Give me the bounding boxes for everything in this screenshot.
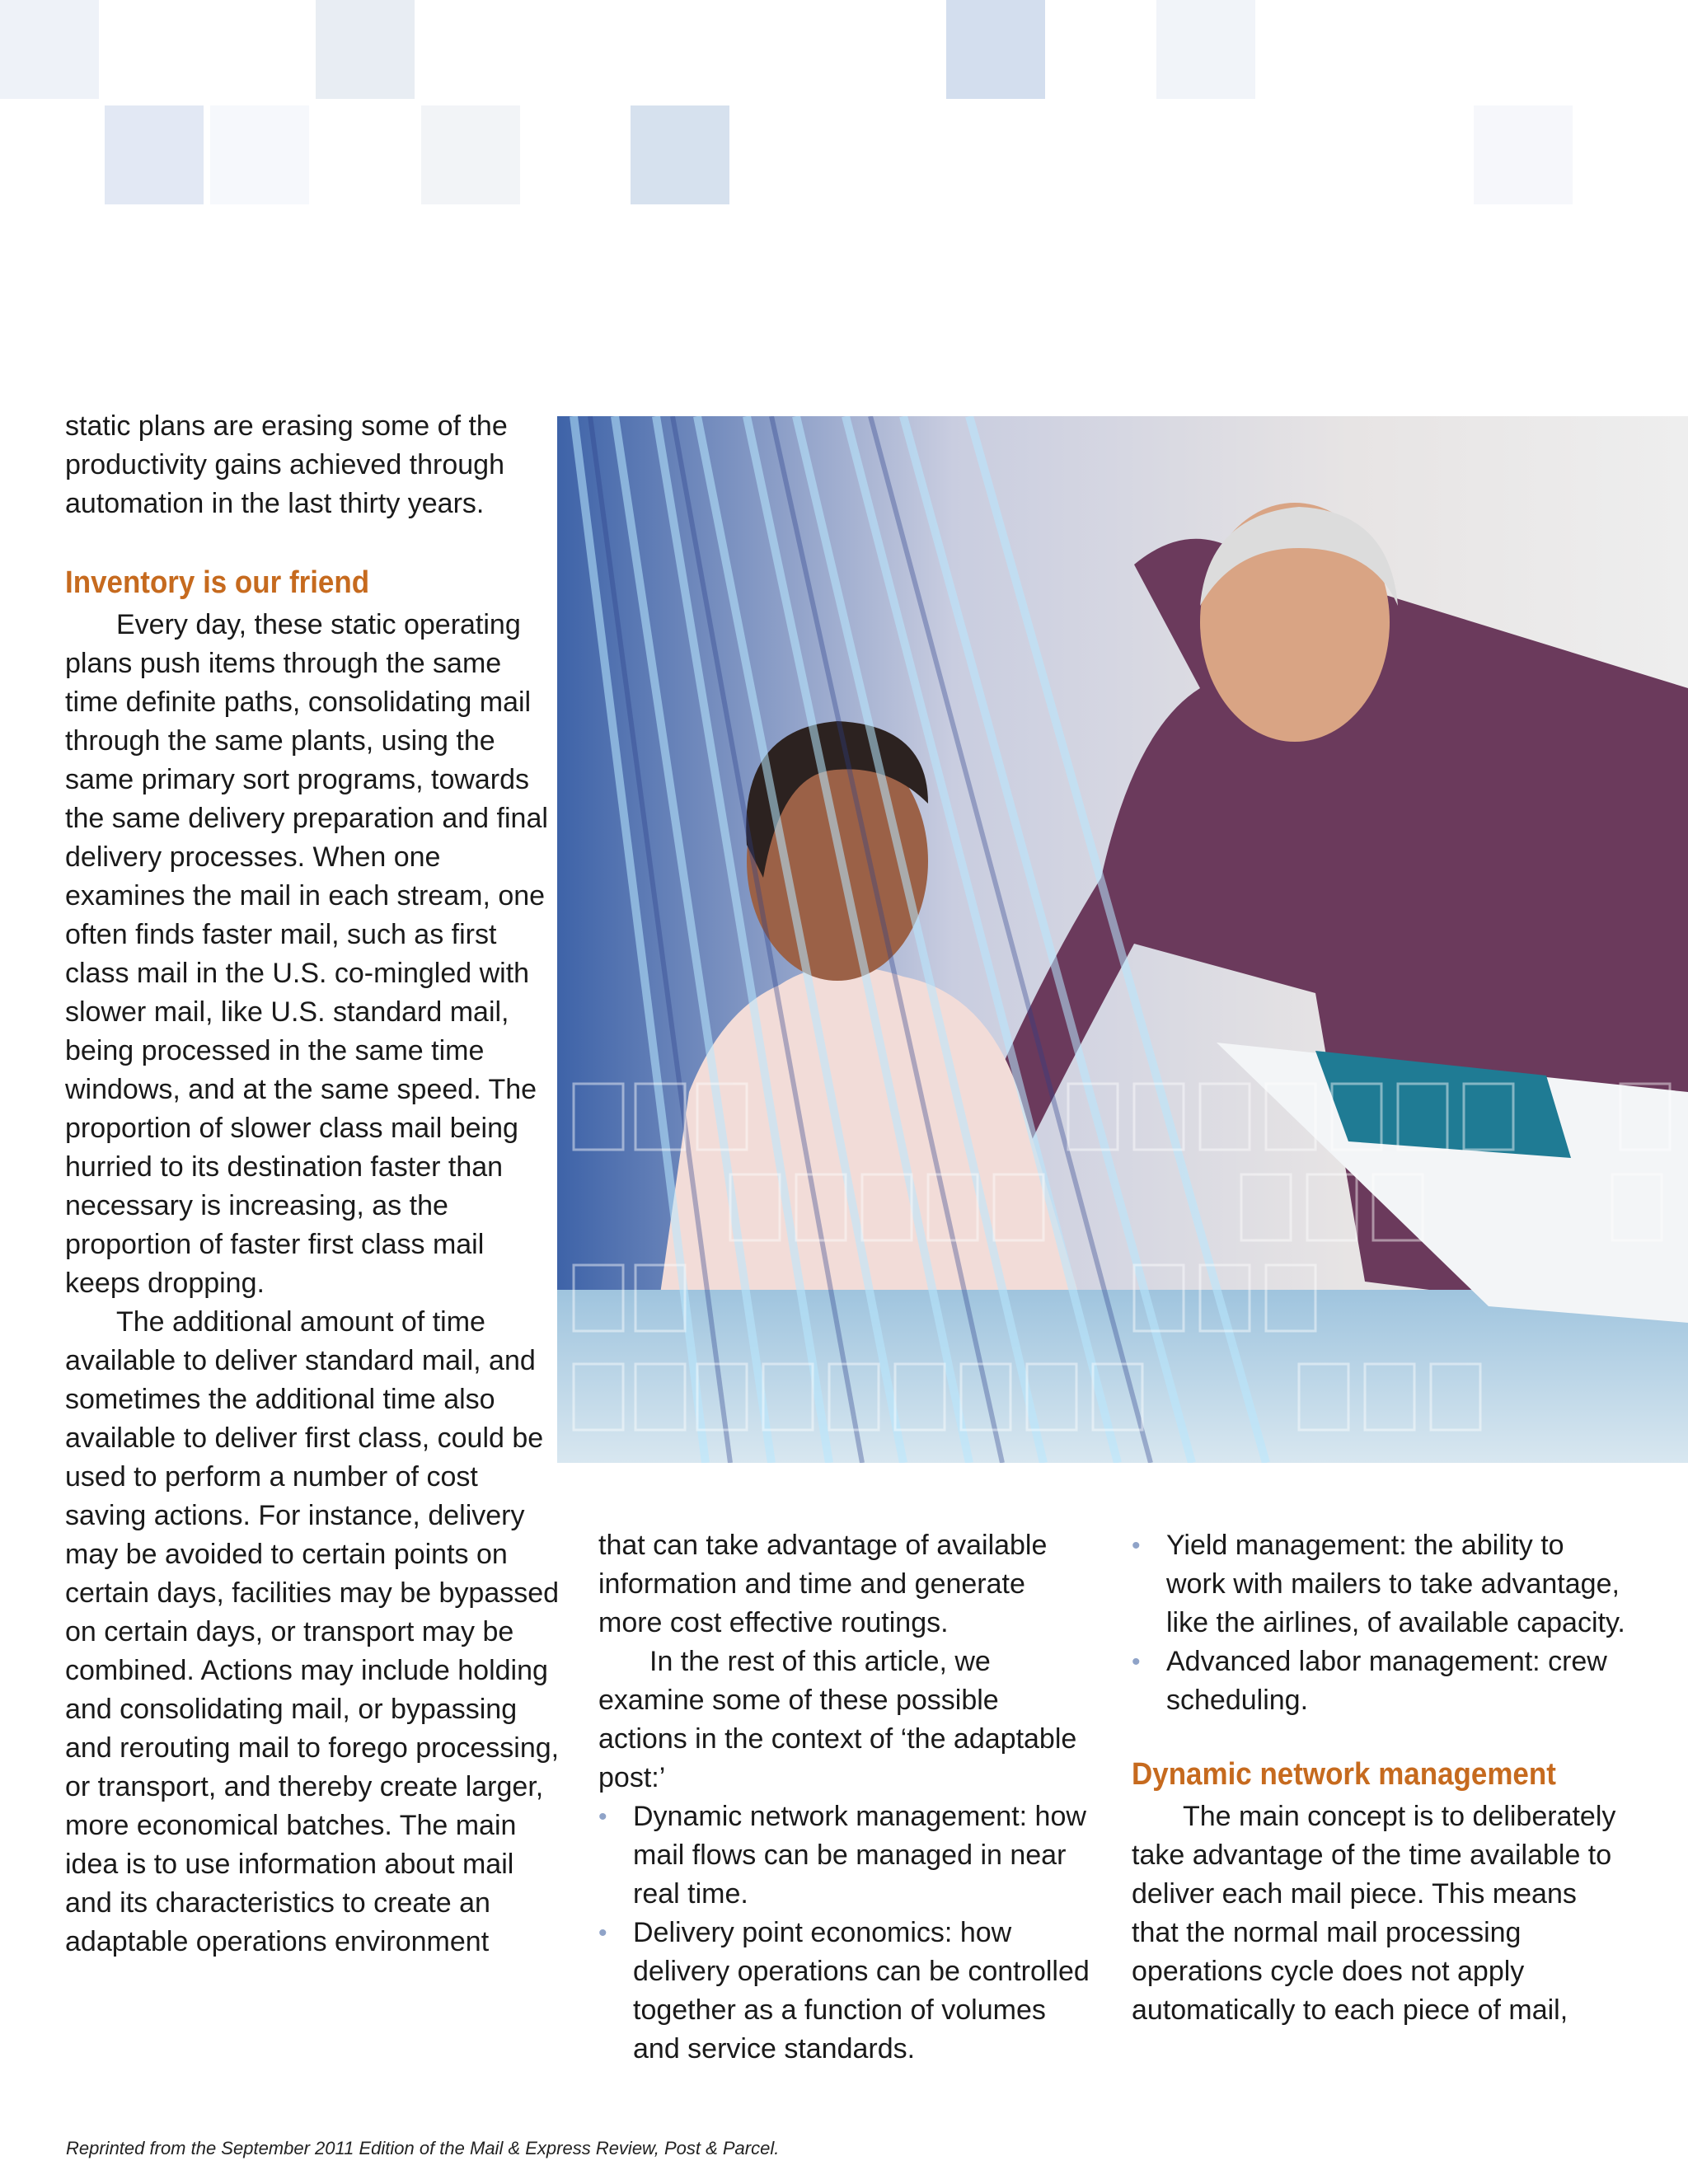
header-tile [210,105,309,204]
column-2 [598,1526,1093,2069]
list-item: • Dynamic network management: how mail flows can be managed in near real time. [598,1797,1093,1914]
list-item: • Yield management: the ability to work with mailers to take advantage, like the airlines, of available capacity. [1132,1526,1626,1643]
column3-paragraph-1: The main concept is to deliberately take advantage of the time available to deliver each mail piece. This means that the normal mail processing operations cycle does not apply automatically to each piece of mail, [1132,1801,1616,2026]
column2-bullet-list [598,1797,1093,2069]
column2-paragraph-2: In the rest of this article, we examine some of these possible actions in the context of ‘the adaptable post:’ [598,1646,1077,1793]
column1-intro: static plans are erasing some of the productivity gains achieved through automation in the last thirty years. [65,410,508,519]
heading-dynamic-network: Dynamic network management [1132,1757,1556,1792]
column-3 [1132,1526,1626,2030]
article-photo [557,416,1688,1463]
heading-inventory: Inventory is our friend [65,565,370,600]
header-tile [631,105,729,204]
header-tile [1474,105,1573,204]
header-tile [0,0,99,99]
column3-bullet-list [1132,1526,1626,1720]
header-tile [1156,0,1255,99]
header-tile [105,105,204,204]
header-tile [316,0,415,99]
list-item: • Delivery point economics: how delivery operations can be controlled together as a function of volumes and service standards. [598,1914,1093,2069]
list-item: • Advanced labor management: crew scheduling. [1132,1643,1626,1720]
photo-illustration [557,416,1688,1463]
header-tile [421,105,520,204]
column1-paragraph-2: The additional amount of time available to deliver standard mail, and sometimes the additional time also available to deliver first class, could be used to perform a number of cost saving actions. For instance, delivery may be avoided to certain points on certain days, facilities may be bypassed on certain days, or transport may be combined. Actions may include holding and consolidating mail, or bypassing and rerouting mail to forego processing, or transport, and thereby create larger, more economical batches. The main idea is to use information about mail and its characteristics to create an adaptable operations environment [65,1306,560,1957]
header-tile [946,0,1045,99]
column2-paragraph-1: that can take advantage of available information and time and generate more cost effective routings. [598,1530,1048,1638]
column1-paragraph-1: Every day, these static operating plans push items through the same time definite paths, consolidating mail through the same plants, using the same primary sort programs, towards the same delivery preparation and final delivery processes. When one examines the mail in each stream, one often finds faster mail, such as first class mail in the U.S. co-mingled with slower mail, like U.S. standard mail, being processed in the same time windows, and at the same speed. The proportion of slower class mail being hurried to its destination faster than necessary is increasing, as the proportion of faster first class mail keeps dropping. [65,609,548,1299]
column-1 [65,407,560,1961]
footer-credit: Reprinted from the September 2011 Edition of the Mail & Express Review, Post & Parcel. [66,2138,780,2158]
